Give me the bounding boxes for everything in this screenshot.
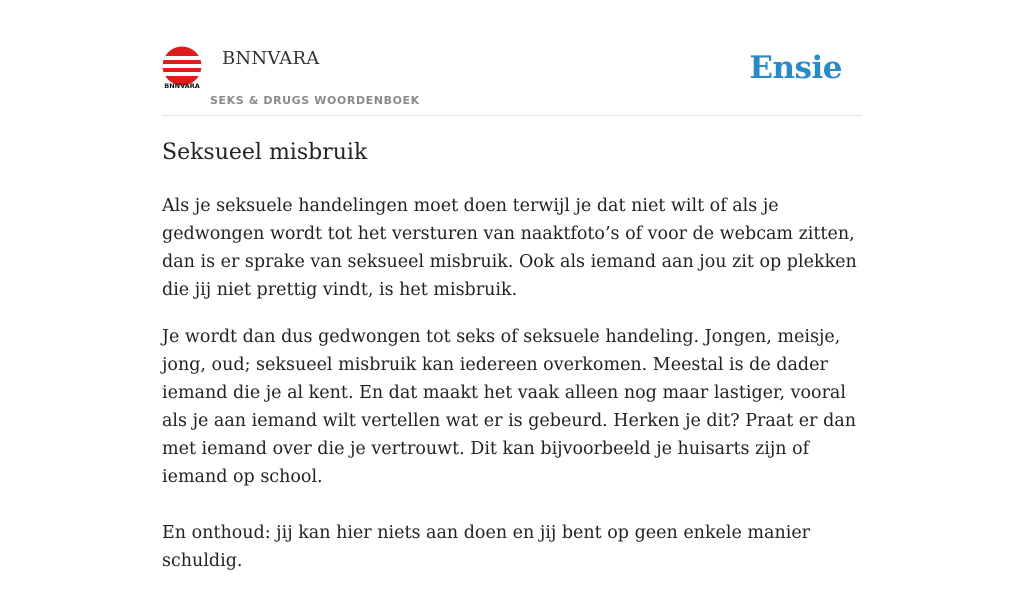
bnnvara-logo[interactable] <box>162 46 202 90</box>
site-header <box>162 40 862 116</box>
paragraph: Als je seksuele handelingen moet doen terwijl je dat niet wilt of als je gedwongen wordt tot het versturen van naaktfoto’s of voor de webcam zitten, dan is er sprake van seksueel misbruik. Ook als iemand aan jou zit op plekken die jij niet prettig vindt, is het misbruik. <box>162 196 857 300</box>
entry-title: Seksueel misbruik <box>162 140 368 165</box>
paragraph: Je wordt dan dus gedwongen tot seks of seksuele handeling. Jongen, meisje, jong, oud; seksueel misbruik kan iedereen overkomen. Meestal is de dader iemand die je al kent. En dat maakt het vaak alleen nog maar lastiger, vooral als je aan iemand wilt vertellen wat er is gebeurd. Herken je dit? Praat er dan met iemand over die je vertrouwt. Dit kan bijvoorbeeld je huisarts zijn of iemand op school. <box>162 327 856 487</box>
logo-text: BNNVARA <box>164 82 200 90</box>
entry-body <box>162 192 862 594</box>
brand-name: BNNVARA <box>222 48 320 69</box>
dictionary-subtitle: SEKS & DRUGS WOORDENBOEK <box>210 94 420 107</box>
paragraph: En onthoud: jij kan hier niets aan doen en jij bent op geen enkele manier schuldig. <box>162 523 811 571</box>
ensie-site-link[interactable]: Ensie <box>749 50 842 86</box>
